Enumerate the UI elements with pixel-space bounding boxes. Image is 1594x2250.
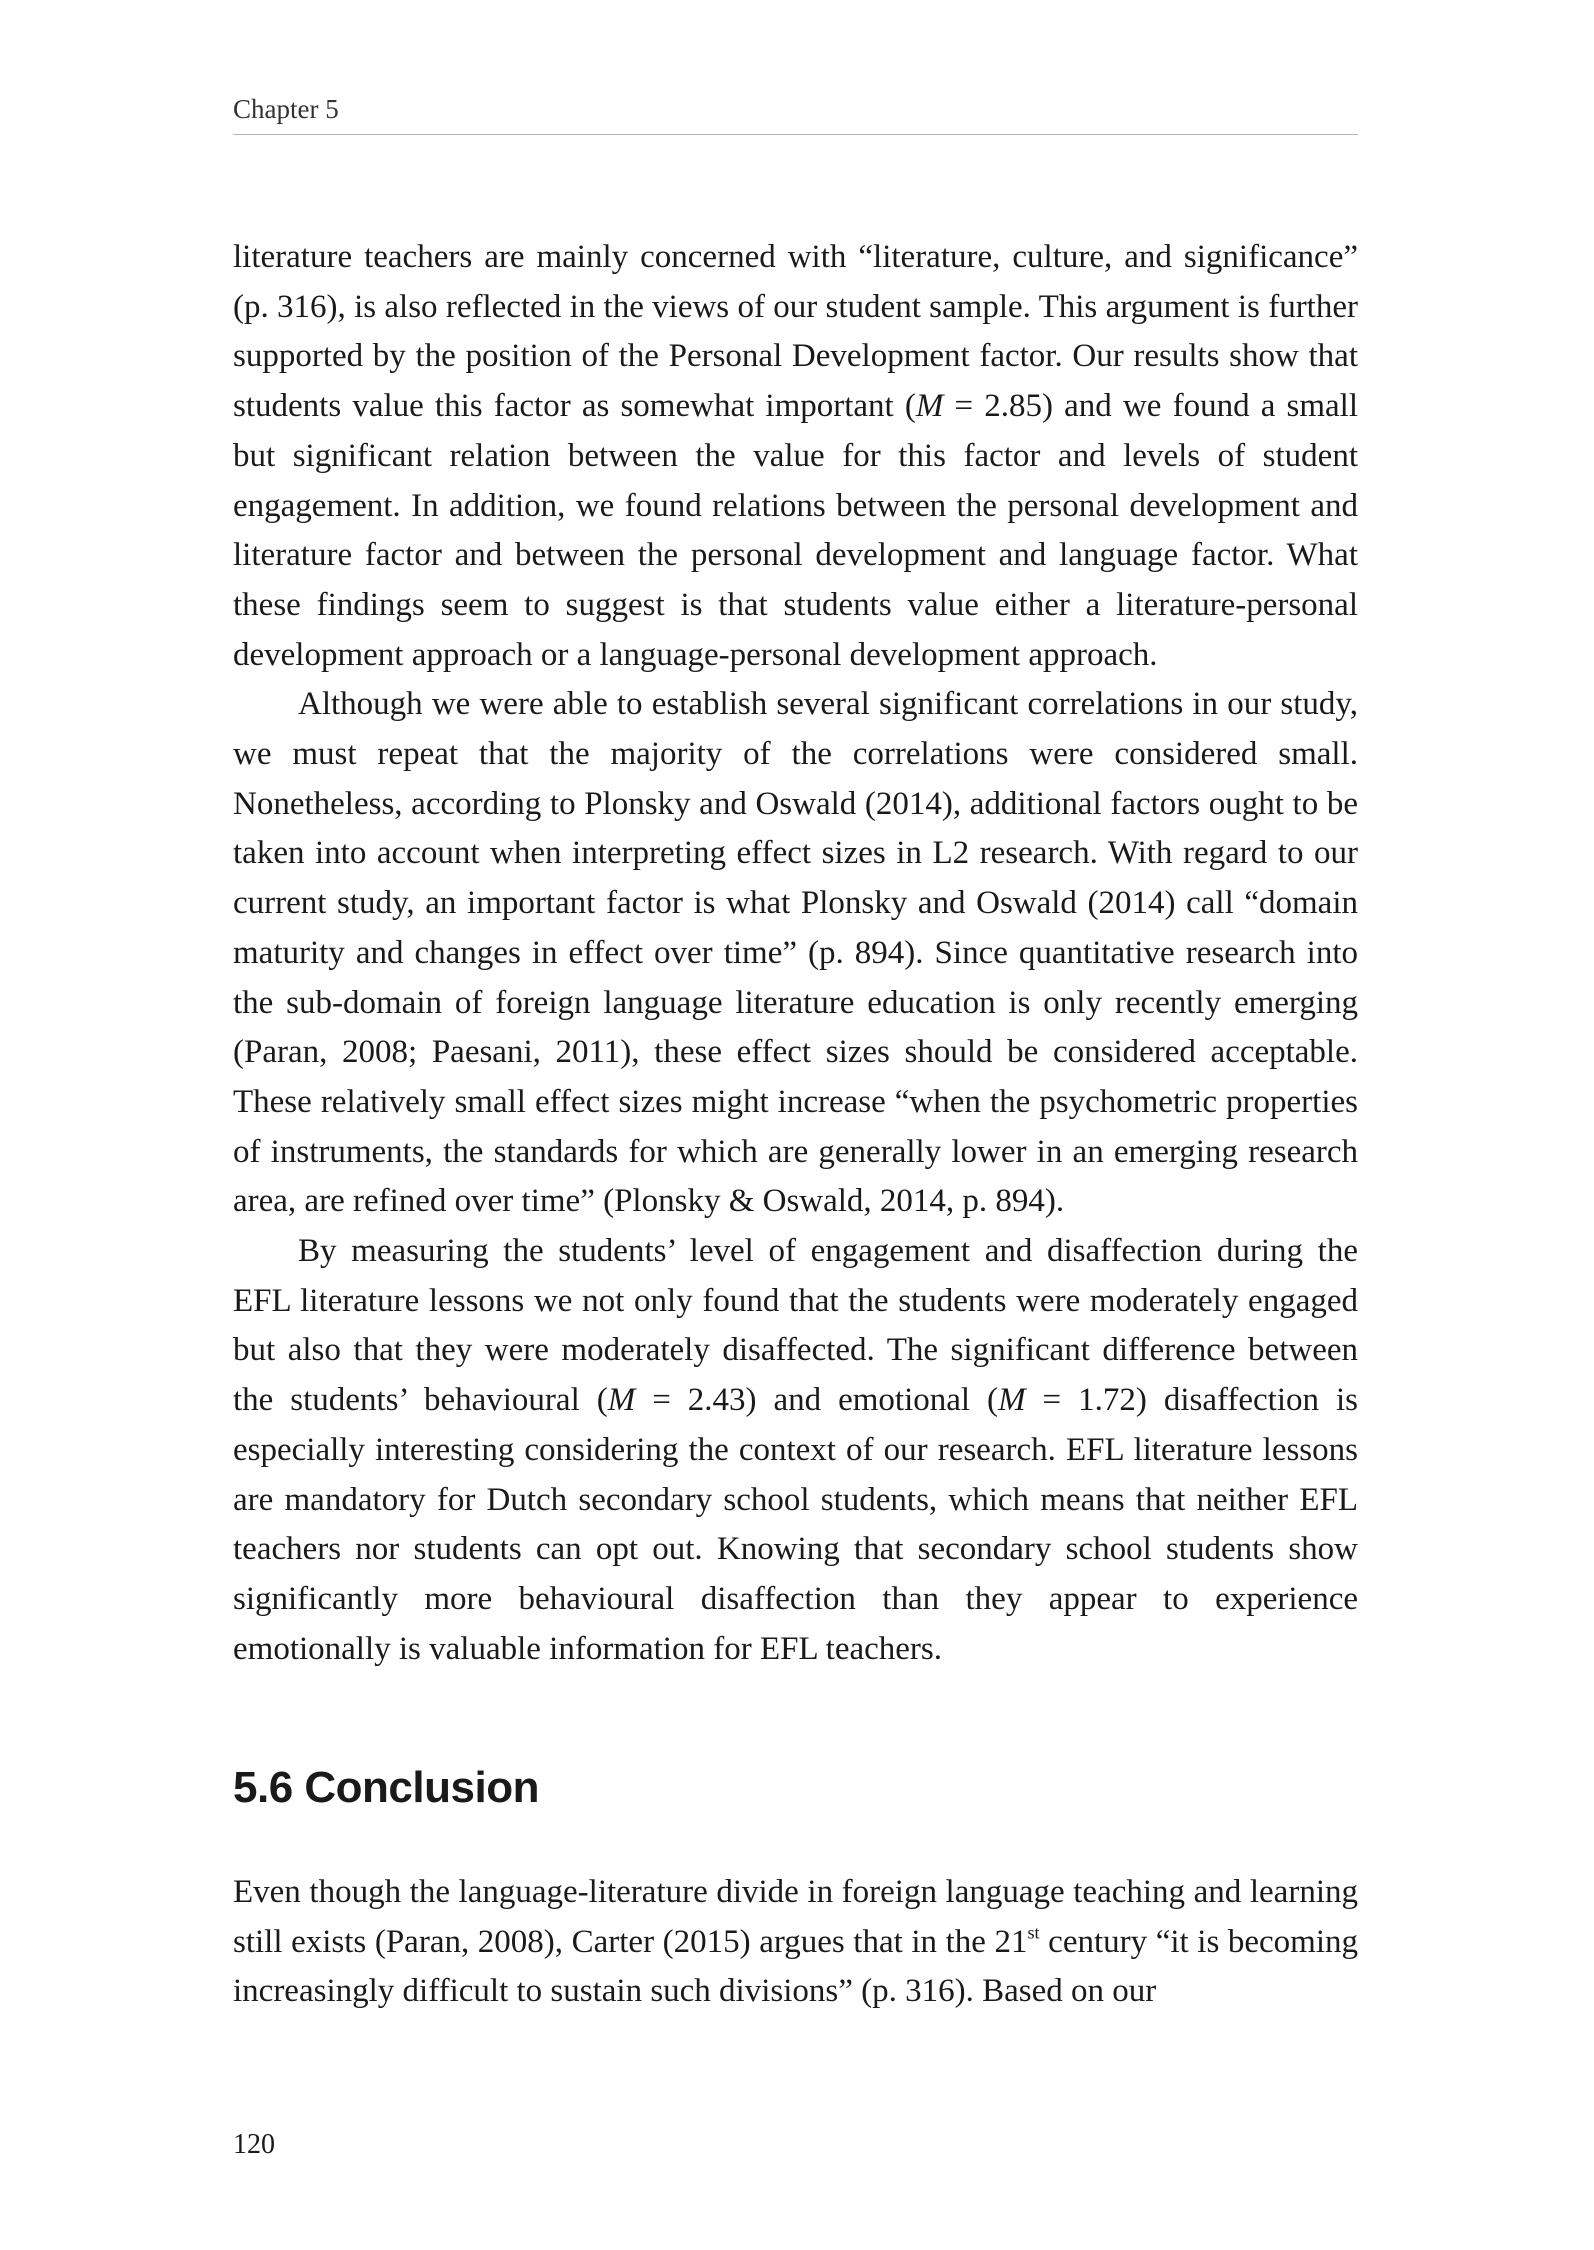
body-text [233,233,1358,1674]
italic-symbol: M [998,1382,1026,1419]
page-number: 120 [233,2129,275,2160]
text-run: literature teachers are mainly concerned with “literature, culture, and significance” (p. 316), is also reflected in the views of our student sample. This argument is further supported by the position of the Personal Development factor. Our results show that students value this factor as somewhat important ( [233,239,1358,425]
paragraph [233,233,1358,680]
text-run: century “it is becoming increasingly difficult to sustain such divisions” (p. 316). Based on our [233,1923,1358,2010]
italic-symbol: M [915,388,944,425]
text-run: = 1.72) disaffection is especially interesting considering the context of our research. EFL literature lessons are mandatory for Dutch secondary school students, which means that neither EFL teachers nor students can opt out. Knowing that secondary school students show significantly more behavioural disaffection than they appear to experience emotionally is valuable information for EFL teachers. [233,1382,1358,1667]
superscript: st [1027,1922,1040,1943]
text-run: Although we were able to establish several significant correlations in our study, we must repeat that the majority of the correlations were considered small. Nonetheless, according to Plonsky and Oswald (2014), additional factors ought to be taken into account when interpreting effect sizes in L2 research. With regard to our current study, an important factor is what Plonsky and Oswald (2014) call “domain maturity and changes in effect over time” (p. 894). Since quantitative research into the sub-domain of foreign language literature education is only recently emerging (Paran, 2008; Paesani, 2011), these effect sizes should be considered acceptable. These relatively small effect sizes might increase “when the psychometric properties of instruments, the standards for which are generally lower in an emerging research area, are refined over time” (Plonsky & Oswald, 2014, p. 894). [233,686,1358,1220]
text-run: = 2.43) and emotional ( [635,1382,999,1419]
section-heading: 5.6 Conclusion [233,1763,539,1812]
conclusion-text [233,1868,1358,2017]
running-header: Chapter 5 [233,92,1358,135]
paragraph [233,1227,1358,1674]
conclusion-paragraph [233,1868,1358,2017]
paragraph [233,680,1358,1227]
text-run: Even though the language-literature divide in foreign language teaching and learning still exists (Paran, 2008), Carter (2015) argues that in the 21 [233,1874,1358,1960]
text-run: = 2.85) and we found a small but significant relation between the value for this factor and levels of student engagement. In addition, we found relations between the personal development and literature factor and between the personal development and language factor. What these findings seem to suggest is that students value either a literature-personal development approach or a language-personal development approach. [233,388,1358,673]
text-run: By measuring the students’ level of engagement and disaffection during the EFL literature lessons we not only found that the students were moderately engaged but also that they were moderately disaffected. The significant difference between the students’ behavioural ( [233,1233,1358,1419]
italic-symbol: M [607,1382,636,1419]
